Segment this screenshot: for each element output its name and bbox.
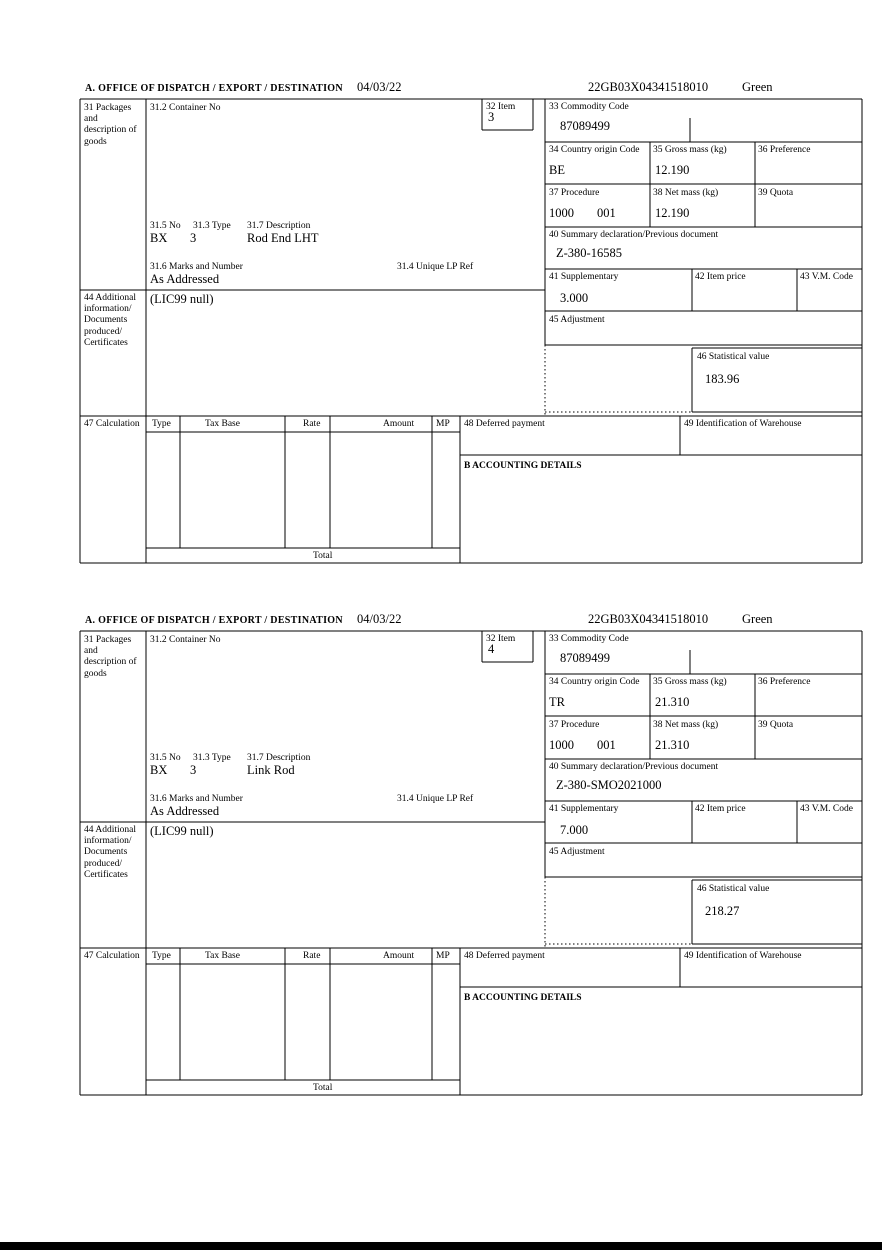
- package-type-label: 31.3 Type: [193, 221, 231, 231]
- accounting-details-label: B ACCOUNTING DETAILS: [464, 461, 582, 471]
- package-no-value: BX: [150, 231, 168, 245]
- item-price-label: 42 Item price: [695, 804, 746, 814]
- procedure-value: 1000: [549, 738, 574, 752]
- gross-mass-value: 21.310: [655, 695, 690, 709]
- statistical-value-label: 46 Statistical value: [697, 352, 770, 362]
- package-type-label: 31.3 Type: [193, 753, 231, 763]
- dispatch-date: 04/03/22: [357, 612, 402, 626]
- procedure-extension-value: 001: [597, 206, 616, 220]
- summary-declaration-value: Z-380-16585: [556, 246, 622, 260]
- col-amount-label: Amount: [383, 951, 415, 961]
- summary-declaration-label: 40 Summary declaration/Previous document: [549, 230, 719, 240]
- packages-description-label: 31 Packages and description of goods: [84, 103, 137, 147]
- warehouse-id-label: 49 Identification of Warehouse: [684, 951, 802, 961]
- deferred-payment-label: 48 Deferred payment: [464, 419, 545, 429]
- gross-mass-label: 35 Gross mass (kg): [653, 677, 727, 687]
- office-of-dispatch-label: A. OFFICE OF DISPATCH / EXPORT / DESTINATION: [85, 615, 343, 626]
- marks-number-label: 31.6 Marks and Number: [150, 794, 243, 804]
- commodity-code-value: 87089499: [560, 119, 610, 133]
- country-origin-label: 34 Country origin Code: [549, 145, 640, 155]
- item-number: 4: [488, 642, 495, 656]
- summary-declaration-value: Z-380-SMO2021000: [556, 778, 662, 792]
- country-origin-value: TR: [549, 695, 565, 709]
- marks-value: As Addressed: [150, 272, 220, 286]
- commodity-code-label: 33 Commodity Code: [549, 102, 629, 112]
- description-label: 31.7 Description: [247, 753, 311, 763]
- deferred-payment-label: 48 Deferred payment: [464, 951, 545, 961]
- net-mass-label: 38 Net mass (kg): [653, 720, 719, 730]
- net-mass-label: 38 Net mass (kg): [653, 188, 719, 198]
- packages-description-label: 31 Packages and description of goods: [84, 635, 137, 679]
- additional-info-value: (LIC99 null): [150, 292, 214, 306]
- mrn-reference: 22GB03X04341518010: [588, 612, 709, 626]
- supplementary-label: 41 Supplementary: [549, 804, 619, 814]
- package-type-value: 3: [190, 763, 197, 777]
- procedure-label: 37 Procedure: [549, 188, 600, 198]
- procedure-value: 1000: [549, 206, 574, 220]
- goods-description-value: Rod End LHT: [247, 231, 319, 245]
- total-label: Total: [313, 551, 333, 561]
- office-of-dispatch-label: A. OFFICE OF DISPATCH / EXPORT / DESTINATION: [85, 83, 343, 94]
- routing-status: Green: [742, 80, 773, 94]
- warehouse-id-label: 49 Identification of Warehouse: [684, 419, 802, 429]
- item-label: 32 Item: [486, 102, 516, 112]
- container-no-label: 31.2 Container No: [150, 635, 221, 645]
- mrn-reference: 22GB03X04341518010: [588, 80, 709, 94]
- supplementary-value: 3.000: [560, 291, 589, 305]
- package-no-label: 31.5 No: [150, 753, 181, 763]
- calculation-label: 47 Calculation: [84, 419, 140, 429]
- vm-code-label: 43 V.M. Code: [800, 272, 853, 282]
- item-label: 32 Item: [486, 634, 516, 644]
- quota-label: 39 Quota: [758, 720, 794, 730]
- container-no-label: 31.2 Container No: [150, 103, 221, 113]
- col-tax-base-label: Tax Base: [205, 951, 240, 961]
- statistical-value-label: 46 Statistical value: [697, 884, 770, 894]
- country-origin-label: 34 Country origin Code: [549, 677, 640, 687]
- procedure-extension-value: 001: [597, 738, 616, 752]
- adjustment-label: 45 Adjustment: [549, 847, 605, 857]
- item-price-label: 42 Item price: [695, 272, 746, 282]
- package-no-label: 31.5 No: [150, 221, 181, 231]
- package-no-value: BX: [150, 763, 168, 777]
- col-amount-label: Amount: [383, 419, 415, 429]
- gross-mass-value: 12.190: [655, 163, 690, 177]
- supplementary-value: 7.000: [560, 823, 589, 837]
- summary-declaration-label: 40 Summary declaration/Previous document: [549, 762, 719, 772]
- calculation-label: 47 Calculation: [84, 951, 140, 961]
- col-tax-base-label: Tax Base: [205, 419, 240, 429]
- col-rate-label: Rate: [303, 419, 321, 429]
- col-mp-label: MP: [436, 419, 450, 429]
- preference-label: 36 Preference: [758, 145, 811, 155]
- supplementary-label: 41 Supplementary: [549, 272, 619, 282]
- item-number: 3: [488, 110, 495, 124]
- procedure-label: 37 Procedure: [549, 720, 600, 730]
- additional-information-label: 44 Additional information/ Documents produced/ Certificates: [84, 825, 136, 880]
- adjustment-label: 45 Adjustment: [549, 315, 605, 325]
- commodity-code-value: 87089499: [560, 651, 610, 665]
- vm-code-label: 43 V.M. Code: [800, 804, 853, 814]
- package-type-value: 3: [190, 231, 197, 245]
- marks-number-label: 31.6 Marks and Number: [150, 262, 243, 272]
- marks-value: As Addressed: [150, 804, 220, 818]
- commodity-code-label: 33 Commodity Code: [549, 634, 629, 644]
- gross-mass-label: 35 Gross mass (kg): [653, 145, 727, 155]
- col-type-label: Type: [152, 419, 171, 429]
- page-bottom-bar: [0, 1242, 882, 1250]
- dispatch-date: 04/03/22: [357, 80, 402, 94]
- goods-description-value: Link Rod: [247, 763, 295, 777]
- routing-status: Green: [742, 612, 773, 626]
- quota-label: 39 Quota: [758, 188, 794, 198]
- net-mass-value: 21.310: [655, 738, 690, 752]
- unique-lp-ref-label: 31.4 Unique LP Ref: [397, 262, 474, 272]
- total-label: Total: [313, 1083, 333, 1093]
- description-label: 31.7 Description: [247, 221, 311, 231]
- unique-lp-ref-label: 31.4 Unique LP Ref: [397, 794, 474, 804]
- col-rate-label: Rate: [303, 951, 321, 961]
- declaration-item-section: [0, 80, 882, 572]
- col-type-label: Type: [152, 951, 171, 961]
- additional-info-value: (LIC99 null): [150, 824, 214, 838]
- net-mass-value: 12.190: [655, 206, 690, 220]
- col-mp-label: MP: [436, 951, 450, 961]
- country-origin-value: BE: [549, 163, 565, 177]
- declaration-item-section: [0, 612, 882, 1104]
- preference-label: 36 Preference: [758, 677, 811, 687]
- additional-information-label: 44 Additional information/ Documents produced/ Certificates: [84, 293, 136, 348]
- statistical-value: 183.96: [705, 372, 740, 386]
- accounting-details-label: B ACCOUNTING DETAILS: [464, 993, 582, 1003]
- statistical-value: 218.27: [705, 904, 740, 918]
